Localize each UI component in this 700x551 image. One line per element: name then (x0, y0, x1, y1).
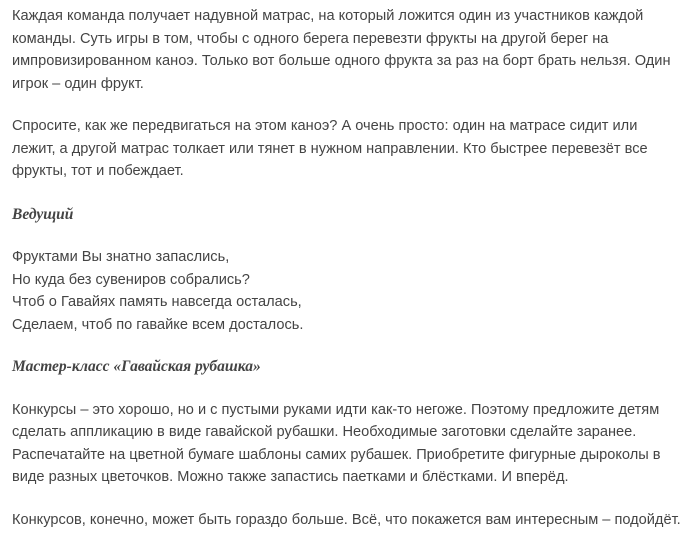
paragraph-applique: Конкурсы – это хорошо, но и с пустыми руками идти как-то негоже. Поэтому предложите детям сделать аппликацию в виде гавайской рубашки. Необходимые заготовки сделайте заранее. Распечатайте на цветной бумаге шаблоны самих рубашек. Приобретите фигурные дыроколы в виде разных цветочков. Можно также запастись паетками и блёстками. И вперёд. (12, 401, 661, 485)
paragraph-rules: Каждая команда получает надувной матрас, на который ложится один из участников каждой команды. Суть игры в том, чтобы с одного берега перевезти фрукты на другой берег на импровизированном каноэ. Только вот больше одного фрукта за раз на борт брать нельзя. Один игрок – один фрукт. (12, 8, 671, 92)
paragraph-canoe: Спросите, как же передвигаться на этом каноэ? А очень просто: один на матрасе сидит или лежит, а другой матрас толкает или тянет в нужном направлении. Кто быстрее перевезёт все фрукты, тот и побеждает. (12, 118, 648, 179)
paragraph-conclusion: Конкурсов, конечно, может быть гораздо больше. Всё, что покажется вам интересным – подойдёт. (12, 511, 681, 528)
verse-line: Но куда без сувениров собрались? (12, 271, 250, 288)
heading-master-class: Мастер-класс «Гавайская рубашка» (12, 358, 261, 375)
verse-line: Чтоб о Гавайях память навсегда осталась, (12, 294, 302, 310)
verse-block (12, 246, 682, 336)
article-body (12, 5, 682, 551)
verse-line: Сделаем, чтоб по гавайке всем досталось. (12, 316, 304, 333)
heading-host: Ведущий (12, 205, 74, 223)
verse-line: Фруктами Вы знатно запаслись, (12, 249, 230, 265)
